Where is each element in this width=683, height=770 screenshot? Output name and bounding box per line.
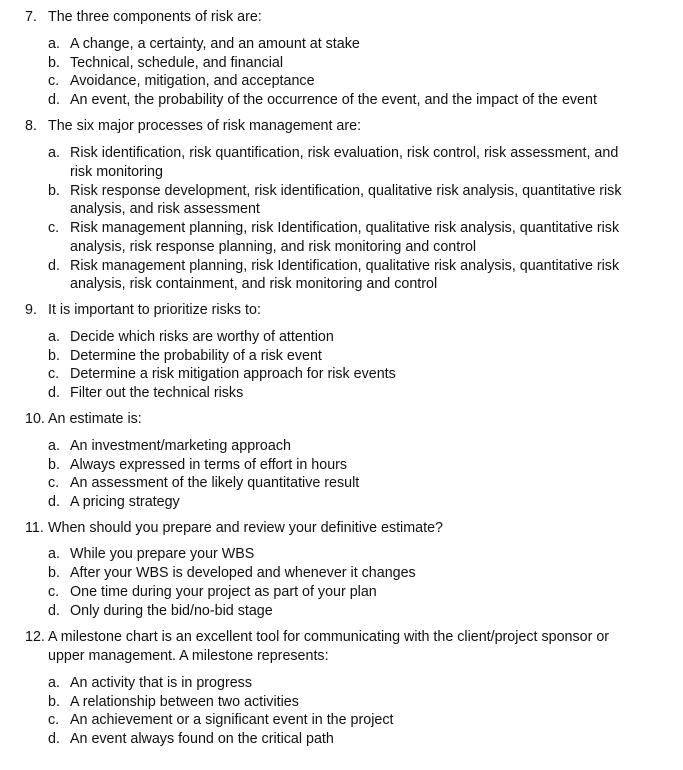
- question-number: 7.: [25, 9, 37, 25]
- option-text: An achievement or a significant event in the project: [70, 712, 394, 729]
- option-text: Risk management planning, risk Identification, qualitative risk analysis, quantitative risk analysis, risk response planning, and risk monitoring and control: [70, 220, 620, 255]
- option-letter: c.: [48, 220, 60, 236]
- option-letter: d.: [48, 384, 60, 401]
- option-letter: a.: [48, 438, 60, 454]
- option-letter: c.: [48, 366, 60, 383]
- option-letter: a.: [48, 329, 60, 345]
- option-letter: d.: [48, 730, 60, 747]
- option-text: An event always found on the critical path: [70, 730, 334, 747]
- option-letter: c.: [48, 475, 60, 492]
- option-letter: d.: [48, 257, 60, 274]
- question-number: 9.: [25, 302, 37, 318]
- option-text: A pricing strategy: [70, 493, 180, 510]
- question-text: When should you prepare and review your definitive estimate?: [48, 520, 443, 536]
- option-letter: c.: [48, 712, 60, 729]
- option-text: Determine the probability of a risk event: [70, 347, 322, 364]
- question-text: The three components of risk are:: [48, 9, 262, 25]
- question-number: 11.: [25, 520, 44, 536]
- option-text: A change, a certainty, and an amount at stake: [70, 36, 360, 52]
- option-letter: b.: [48, 347, 60, 364]
- option-text: Determine a risk mitigation approach for risk events: [70, 366, 396, 383]
- option-text: Avoidance, mitigation, and acceptance: [70, 73, 315, 90]
- option-letter: c.: [48, 73, 60, 90]
- option-text: After your WBS is developed and whenever it changes: [70, 565, 416, 581]
- option-text: An assessment of the likely quantitative result: [70, 475, 360, 492]
- option-letter: a.: [48, 675, 60, 691]
- question-text: It is important to prioritize risks to:: [48, 302, 261, 318]
- question-text: The six major processes of risk management are:: [48, 118, 362, 134]
- option-text: Filter out the technical risks: [70, 384, 244, 401]
- option-text: Risk identification, risk quantification, risk evaluation, risk control, risk assessment, and risk monitoring: [70, 145, 619, 180]
- option-text: One time during your project as part of your plan: [70, 584, 377, 600]
- option-text: Technical, schedule, and financial: [70, 54, 284, 71]
- option-letter: b.: [48, 565, 60, 581]
- option-letter: b.: [48, 54, 60, 71]
- option-letter: d.: [48, 91, 60, 108]
- option-text: An activity that is in progress: [70, 675, 252, 691]
- option-text: Always expressed in terms of effort in hours: [70, 456, 348, 473]
- option-letter: b.: [48, 456, 60, 473]
- question-text: A milestone chart is an excellent tool for communicating with the client/project sponsor or upper management. A milestone represents:: [48, 629, 610, 664]
- option-text: Decide which risks are worthy of attention: [70, 329, 334, 345]
- question-text: An estimate is:: [48, 411, 142, 427]
- option-letter: a.: [48, 36, 60, 52]
- option-letter: d.: [48, 603, 60, 619]
- option-letter: a.: [48, 145, 60, 161]
- question-number: 12.: [25, 629, 45, 645]
- option-text: Risk management planning, risk Identification, qualitative risk analysis, quantitative risk analysis, risk containment, and risk monitoring and control: [70, 257, 620, 293]
- option-letter: a.: [48, 546, 60, 562]
- option-text: Risk response development, risk identification, qualitative risk analysis, quantitative risk analysis, and risk assessment: [70, 182, 622, 218]
- option-text: An event, the probability of the occurrence of the event, and the impact of the event: [70, 91, 597, 108]
- option-letter: b.: [48, 693, 60, 710]
- option-letter: b.: [48, 182, 60, 199]
- option-text: A relationship between two activities: [70, 693, 299, 710]
- question-number: 8.: [25, 118, 37, 134]
- option-letter: c.: [48, 584, 60, 600]
- question-number: 10.: [25, 411, 45, 427]
- option-text: Only during the bid/no-bid stage: [70, 603, 273, 619]
- option-text: While you prepare your WBS: [70, 546, 255, 562]
- option-letter: d.: [48, 493, 60, 510]
- option-text: An investment/marketing approach: [70, 438, 291, 454]
